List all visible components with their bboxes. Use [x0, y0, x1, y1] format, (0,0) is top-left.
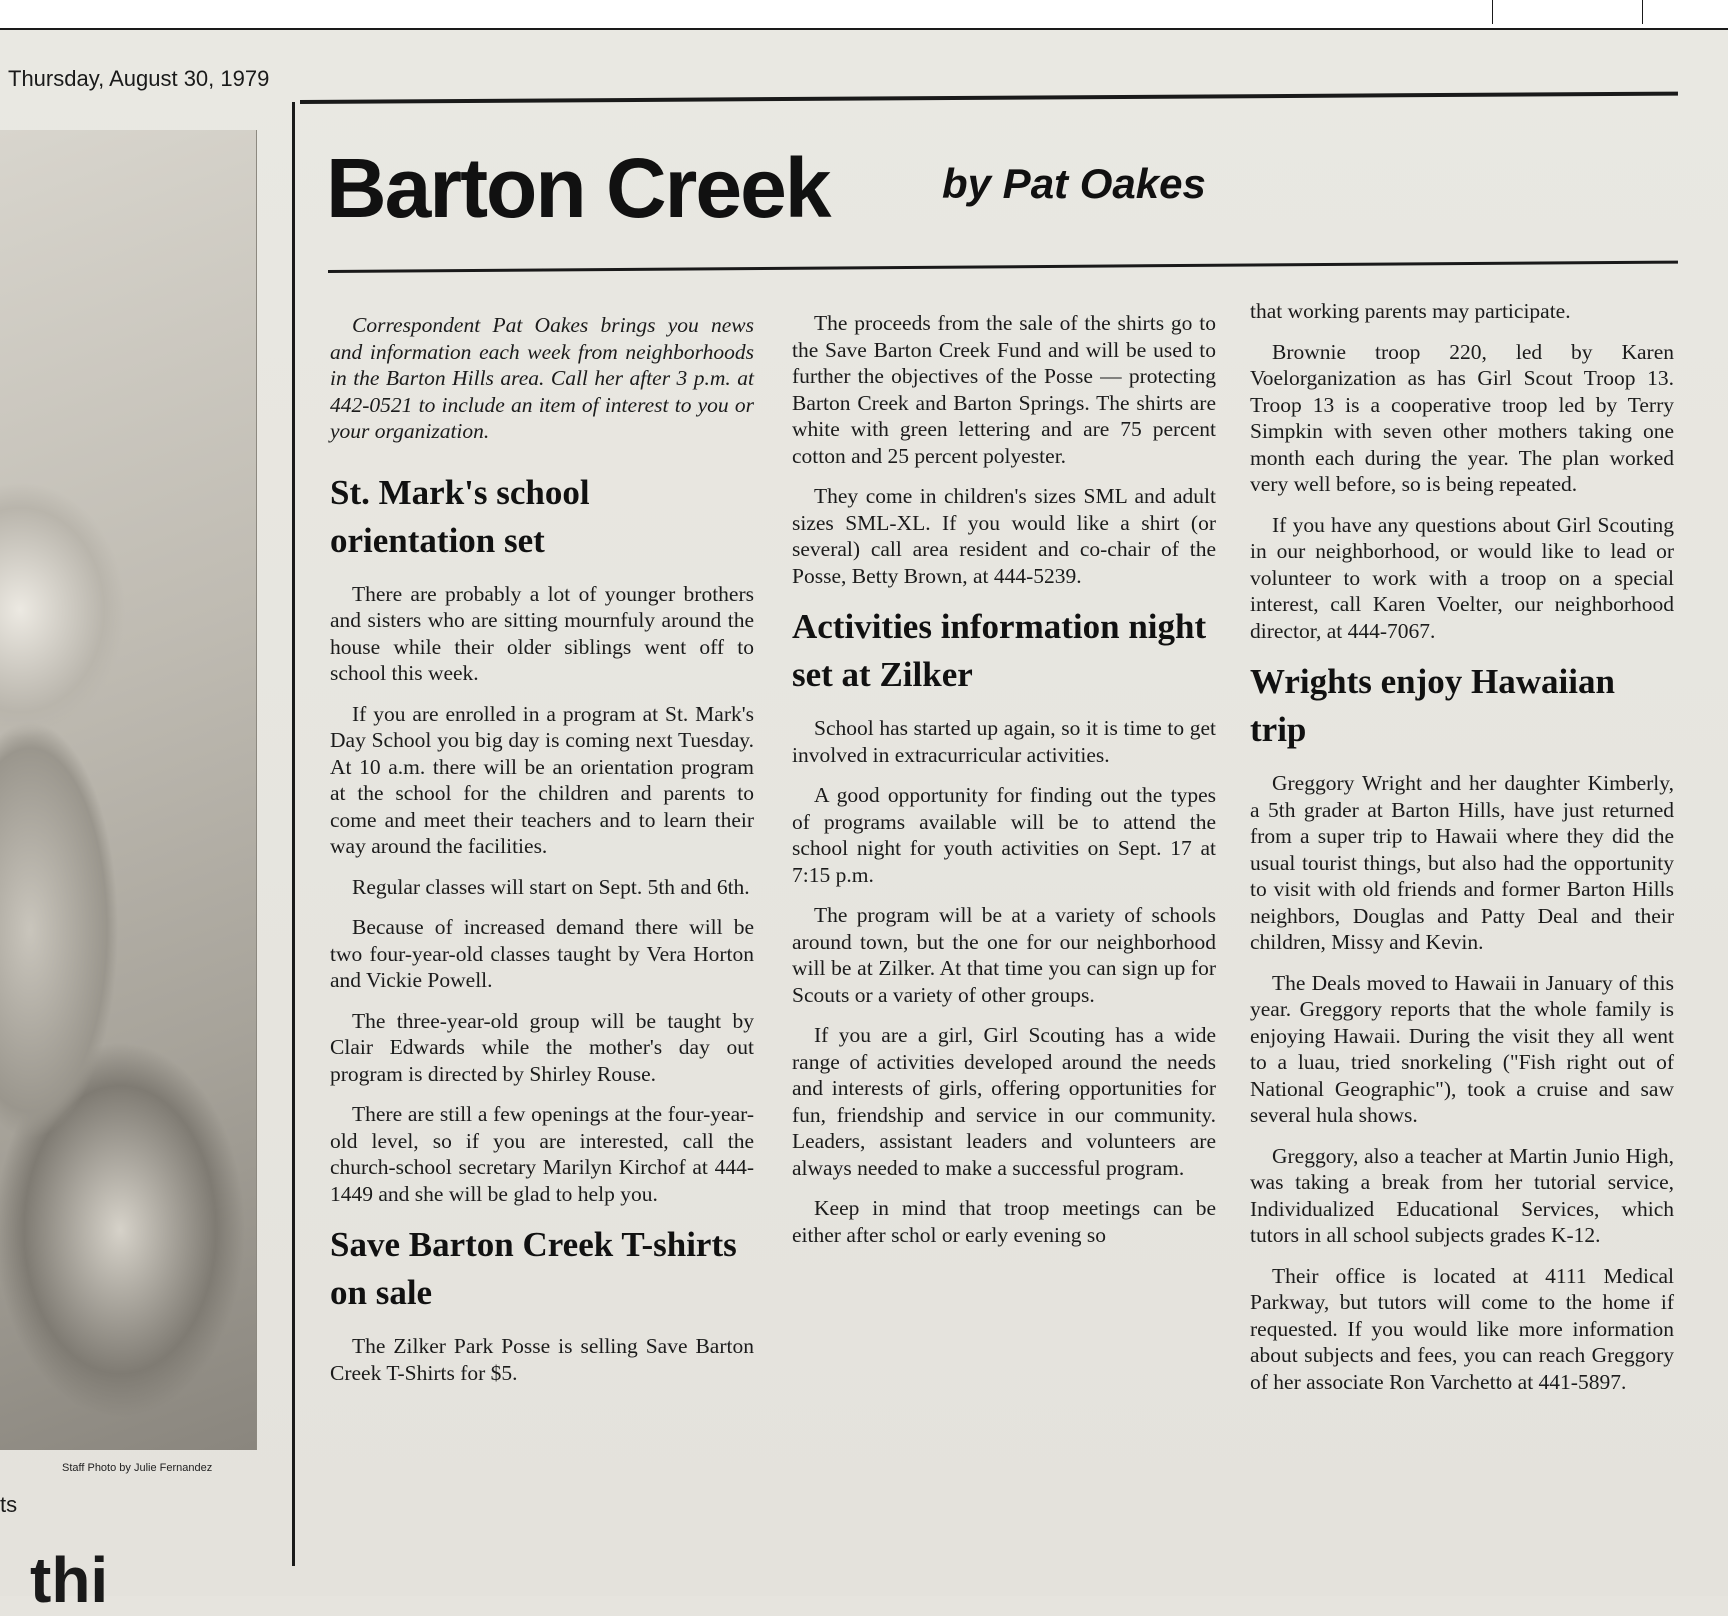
body-paragraph: If you have any questions about Girl Scouting in our neighborhood, or would like to lead or volunteer to work with a troop on a special interest, call Karen Voelter, our neighborhood director, at 444-7067. — [1250, 512, 1674, 643]
section-heading: Activities information night set at Zilker — [792, 607, 1207, 694]
section-heading: Wrights enjoy Hawaiian trip — [1250, 662, 1615, 749]
section-heading: St. Mark's school orientation set — [330, 472, 590, 560]
column-divider-rule — [292, 102, 295, 1566]
body-paragraph: The three-year-old group will be taught by Clair Edwards while the mother's day out program is directed by Shirley Rouse. — [330, 1008, 754, 1086]
body-paragraph: School has started up again, so it is time to get involved in extracurricular activities. — [792, 716, 1216, 767]
byline: by Pat Oakes — [942, 160, 1206, 207]
top-bar-divider — [1642, 0, 1643, 24]
body-paragraph: Greggory, also a teacher at Martin Junio High, was taking a break from her tutorial service, Individualized Educational Services, which tutors in all school subjects grades K-12. — [1250, 1143, 1674, 1247]
body-paragraph: Their office is located at 4111 Medical Parkway, but tutors will come to the home if requested. If you would like more information about subjects and fees, you can reach Greggory of her associate Ron Varchetto at 441-5897. — [1250, 1263, 1674, 1394]
staff-photo — [0, 130, 257, 1450]
photo-credit: Staff Photo by Julie Fernandez — [62, 1462, 213, 1474]
intro-paragraph: Correspondent Pat Oakes brings you news and information each week from neighborhoods in the Barton Hills area. Call her after 3 p.m. at 442-0521 to include an item of interest to you or your organization. — [330, 313, 754, 443]
body-paragraph: Brownie troop 220, led by Karen Voelorganization as has Girl Scout Troop 13. Troop 13 is a cooperative troop led by Terry Simpkin with seven other mothers taking one month each during the year. The plan worked very well before, so is being repeated. — [1250, 339, 1674, 496]
body-paragraph: The proceeds from the sale of the shirts go to the Save Barton Creek Fund and will be used to further the objectives of the Posse — protecting Barton Creek and Barton Springs. The shirts are white with green lettering and are 75 percent cotton and 25 percent polyester. — [792, 311, 1216, 468]
continued-paragraph: that working parents may participate. — [1250, 299, 1571, 323]
article-column-3 — [1250, 298, 1674, 1409]
body-paragraph: Greggory Wright and her daughter Kimberly, a 5th grader at Barton Hills, have just returned from a super trip to Hawaii where they did the usual tourist things, but also had the opportunity to visit with old friends and former Barton Hills neighbors, Douglas and Patty Deal and their children, Missy and Kevin. — [1250, 771, 1674, 954]
dateline: Thursday, August 30, 1979 — [8, 66, 270, 91]
viewer-top-bar — [0, 0, 1728, 30]
column-title: Barton Creek — [326, 141, 830, 235]
body-paragraph: The Deals moved to Hawaii in January of this year. Greggory reports that the whole family is enjoying Hawaii. During the visit they all went to a luau, tried snorkeling ("Fish right out of National Geographic"), took a cruise and saw several hula shows. — [1250, 970, 1674, 1127]
body-paragraph: There are still a few openings at the four-year-old level, so if you are interested, call the church-school secretary Marilyn Kirchof at 444-1449 and she will be glad to help you. — [330, 1102, 754, 1206]
article-column-1 — [330, 312, 754, 1400]
article-column-2 — [792, 310, 1216, 1262]
cropped-caption-fragment: ts — [0, 1492, 18, 1517]
body-paragraph: There are probably a lot of younger brothers and sisters who are sitting mournfuly around the house while their older siblings went off to school this week. — [330, 581, 754, 685]
top-bar-divider — [1492, 0, 1493, 24]
body-paragraph: The Zilker Park Posse is selling Save Barton Creek T-Shirts for $5. — [330, 1334, 754, 1385]
body-paragraph: They come in children's sizes SML and adult sizes SML-XL. If you would like a shirt (or several) call area resident and co-chair of the Posse, Betty Brown, at 444-5239. — [792, 484, 1216, 588]
cropped-headline-fragment: thi — [30, 1544, 109, 1616]
body-paragraph: Keep in mind that troop meetings can be either after schol or early evening so — [792, 1196, 1216, 1247]
body-paragraph: If you are enrolled in a program at St. Mark's Day School you big day is coming next Tuesday. At 10 a.m. there will be an orientation program at the school for the children and parents to come and meet their teachers and to learn their way around the facilities. — [330, 701, 754, 858]
body-paragraph: The program will be at a variety of schools around town, but the one for our neighborhood will be at Zilker. At that time you can sign up for Scouts or a variety of other groups. — [792, 903, 1216, 1007]
body-paragraph: Regular classes will start on Sept. 5th and 6th. — [352, 874, 750, 899]
body-paragraph: Because of increased demand there will be two four-year-old classes taught by Vera Horton and Vickie Powell. — [330, 915, 754, 992]
body-paragraph: A good opportunity for finding out the types of programs available will be to attend the school night for youth activities on Sept. 17 at 7:15 p.m. — [792, 783, 1216, 887]
body-paragraph: If you are a girl, Girl Scouting has a wide range of activities developed around the needs and interests of girls, offering opportunities for fun, friendship and service in our community. Leaders, assistant leaders and volunteers are always needed to make a successful program. — [792, 1023, 1216, 1180]
section-heading: Save Barton Creek T-shirts on sale — [330, 1225, 737, 1312]
